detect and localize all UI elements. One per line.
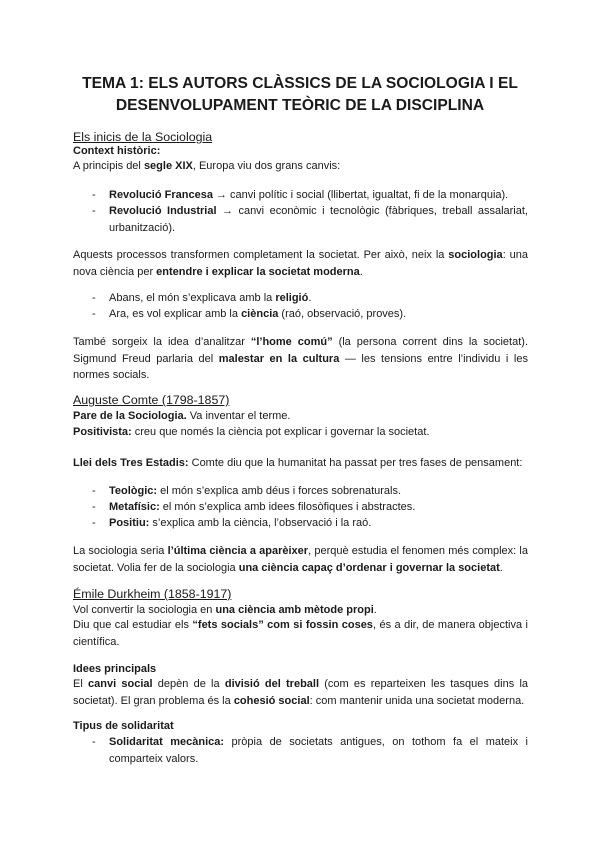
solidarity-label [73,718,528,735]
id-e: (com es reparteixen les tasques dins la societat). El gran problema és la [73,678,529,707]
bullet-religio [92,290,528,307]
comte-l2-b: Positivista: [73,426,132,438]
sol-bold: Solidaritat mecànica: [109,736,225,748]
stage-text: el món s’explica amb idees filosòfiques i abstractes. [159,501,416,513]
dk-l2-c: , és a dir, de manera objectiva i científica. [73,619,528,648]
bullet-dash: - [92,485,96,497]
paragraph-home-comu [73,334,528,384]
stage-text: el món s’explica amb déus i forces sobrenaturals. [157,485,402,497]
comte-l2-a: creu que només la ciència pot explicar i governar la societat. [131,426,430,438]
section-heading-comte: Auguste Comte (1798-1857) [73,393,230,407]
id-b: canvi social [88,678,153,690]
bullet-positiu [92,515,528,532]
bullet-bold: Revolució Industrial [109,205,217,217]
comte-l3-a: Comte diu que la humanitat ha passat per tres fases de pensament: [188,457,523,469]
cp-d: una ciència capaç d’ordenar i governar la societat [238,561,500,574]
bullet-revolucio-industrial [92,203,528,236]
p1-a: Aquests processos transformen completament la societat. Per això, neix la [73,249,449,261]
dk-l1-b: una ciència amb mètode propi [215,604,374,616]
p1-b: sociologia [448,249,503,261]
b2-b: religió [275,292,309,304]
intro-b: segle XIX [143,160,193,172]
dk-l2-a: Diu que cal estudiar els [73,619,193,631]
comte-l1-a: Va inventar el terme. [186,410,291,422]
dk-l2-b: “fets socials” com si fossin coses [192,619,373,631]
intro-a: A principis del [73,160,144,172]
id-a: El [73,678,89,690]
id-c: depèn de la [152,678,225,690]
bullet-text: → canvi econòmic i tecnològic (fàbriques, treball assalariat, urbanització). [109,205,528,234]
comte-line-tres-estadis [73,455,528,472]
cp-e: . [499,561,503,574]
comte-l1-b: Pare de la Sociologia. [73,410,187,422]
p2-d: malestar en la cultura [218,352,340,365]
bullet-bold: Revolució Francesa [109,189,213,201]
stage-bold: Teològic: [109,485,158,497]
page-title: TEMA 1: ELS AUTORS CLÀSSICS DE LA SOCIOLOGIA I EL DESENVOLUPAMENT TEÒRIC DE LA DISCIPLINA [82,75,518,114]
p1-c: : una nova ciència per [73,249,528,278]
bullet-teologic [92,483,528,500]
bullet-dash: - [92,292,96,304]
paragraph-ideas [73,676,528,709]
bullet-dash: - [92,308,96,320]
ideas-label-text: Idees principals [73,663,157,675]
cp-b: l’última ciència a aparèixer [167,545,309,557]
bullet-dash: - [92,501,96,513]
p2-b: “l’home comú” [250,336,333,348]
bullet-revolucio-francesa [92,187,528,204]
context-label-text: Context històric: [73,145,161,157]
durkheim-line-fets-socials [73,617,528,650]
section-heading-durkheim: Émile Durkheim (1858-1917) [73,587,232,601]
comte-l3-b: Llei dels Tres Estadis: [73,457,189,469]
paragraph-ultima-ciencia [73,543,528,576]
solidarity-label-text: Tipus de solidaritat [73,720,174,732]
comte-line-positivista [73,424,528,441]
p1-d: entendre i explicar la societat moderna [156,265,360,278]
context-intro [73,158,528,175]
dk-l1-c: . [373,604,377,616]
bullet-dash: - [92,517,96,529]
bullet-dash: - [92,189,96,201]
bullet-dash: - [92,736,96,748]
p2-c: (la persona corrent dins la societat). Sigmund Freud parlaria del [73,336,528,365]
intro-c: , Europa viu dos grans canvis: [192,160,341,172]
bullet-text: → canvi polític i social (llibertat, igualtat, fi de la monarquia). [212,189,509,201]
bullet-solidaritat-mecanica [92,734,528,767]
paragraph-sociologia [73,247,528,280]
p2-e: — les tensions entre l’individu i les normes socials. [73,352,528,381]
id-d: divisió del treball [224,678,320,690]
stage-bold: Metafísic: [109,501,160,513]
cp-a: La sociologia seria [73,545,168,557]
b2-a: Ara, es vol explicar amb la [109,308,242,320]
bullet-ciencia [92,306,528,323]
bullet-dash: - [92,205,96,217]
p2-a: També sorgeix la idea d’analitzar [73,336,251,348]
b2-c: (raó, observació, proves). [278,308,407,320]
section-heading-inicis: Els inicis de la Sociologia [73,130,213,144]
sol-text: pròpia de societats antigues, on tothom fa el mateix i comparteix valors. [109,736,528,765]
stage-text: s’explica amb la ciència, l’observació i la raó. [149,517,372,529]
id-g: : com mantenir unida una societat moderna. [309,694,525,707]
id-f: cohesió social [233,694,310,707]
p1-e: . [359,265,363,278]
bullet-metafisic [92,499,528,516]
cp-c: , perquè estudia el fenomen més complex: la societat. Volia fer de la sociologia [73,545,528,574]
b2-c: . [308,292,312,304]
b2-b: ciència [241,308,279,320]
b2-a: Abans, el món s’explicava amb la [109,292,276,304]
comte-line-pare [73,408,528,425]
stage-bold: Positiu: [109,517,150,529]
dk-l1-a: Vol convertir la sociologia en [73,604,216,616]
